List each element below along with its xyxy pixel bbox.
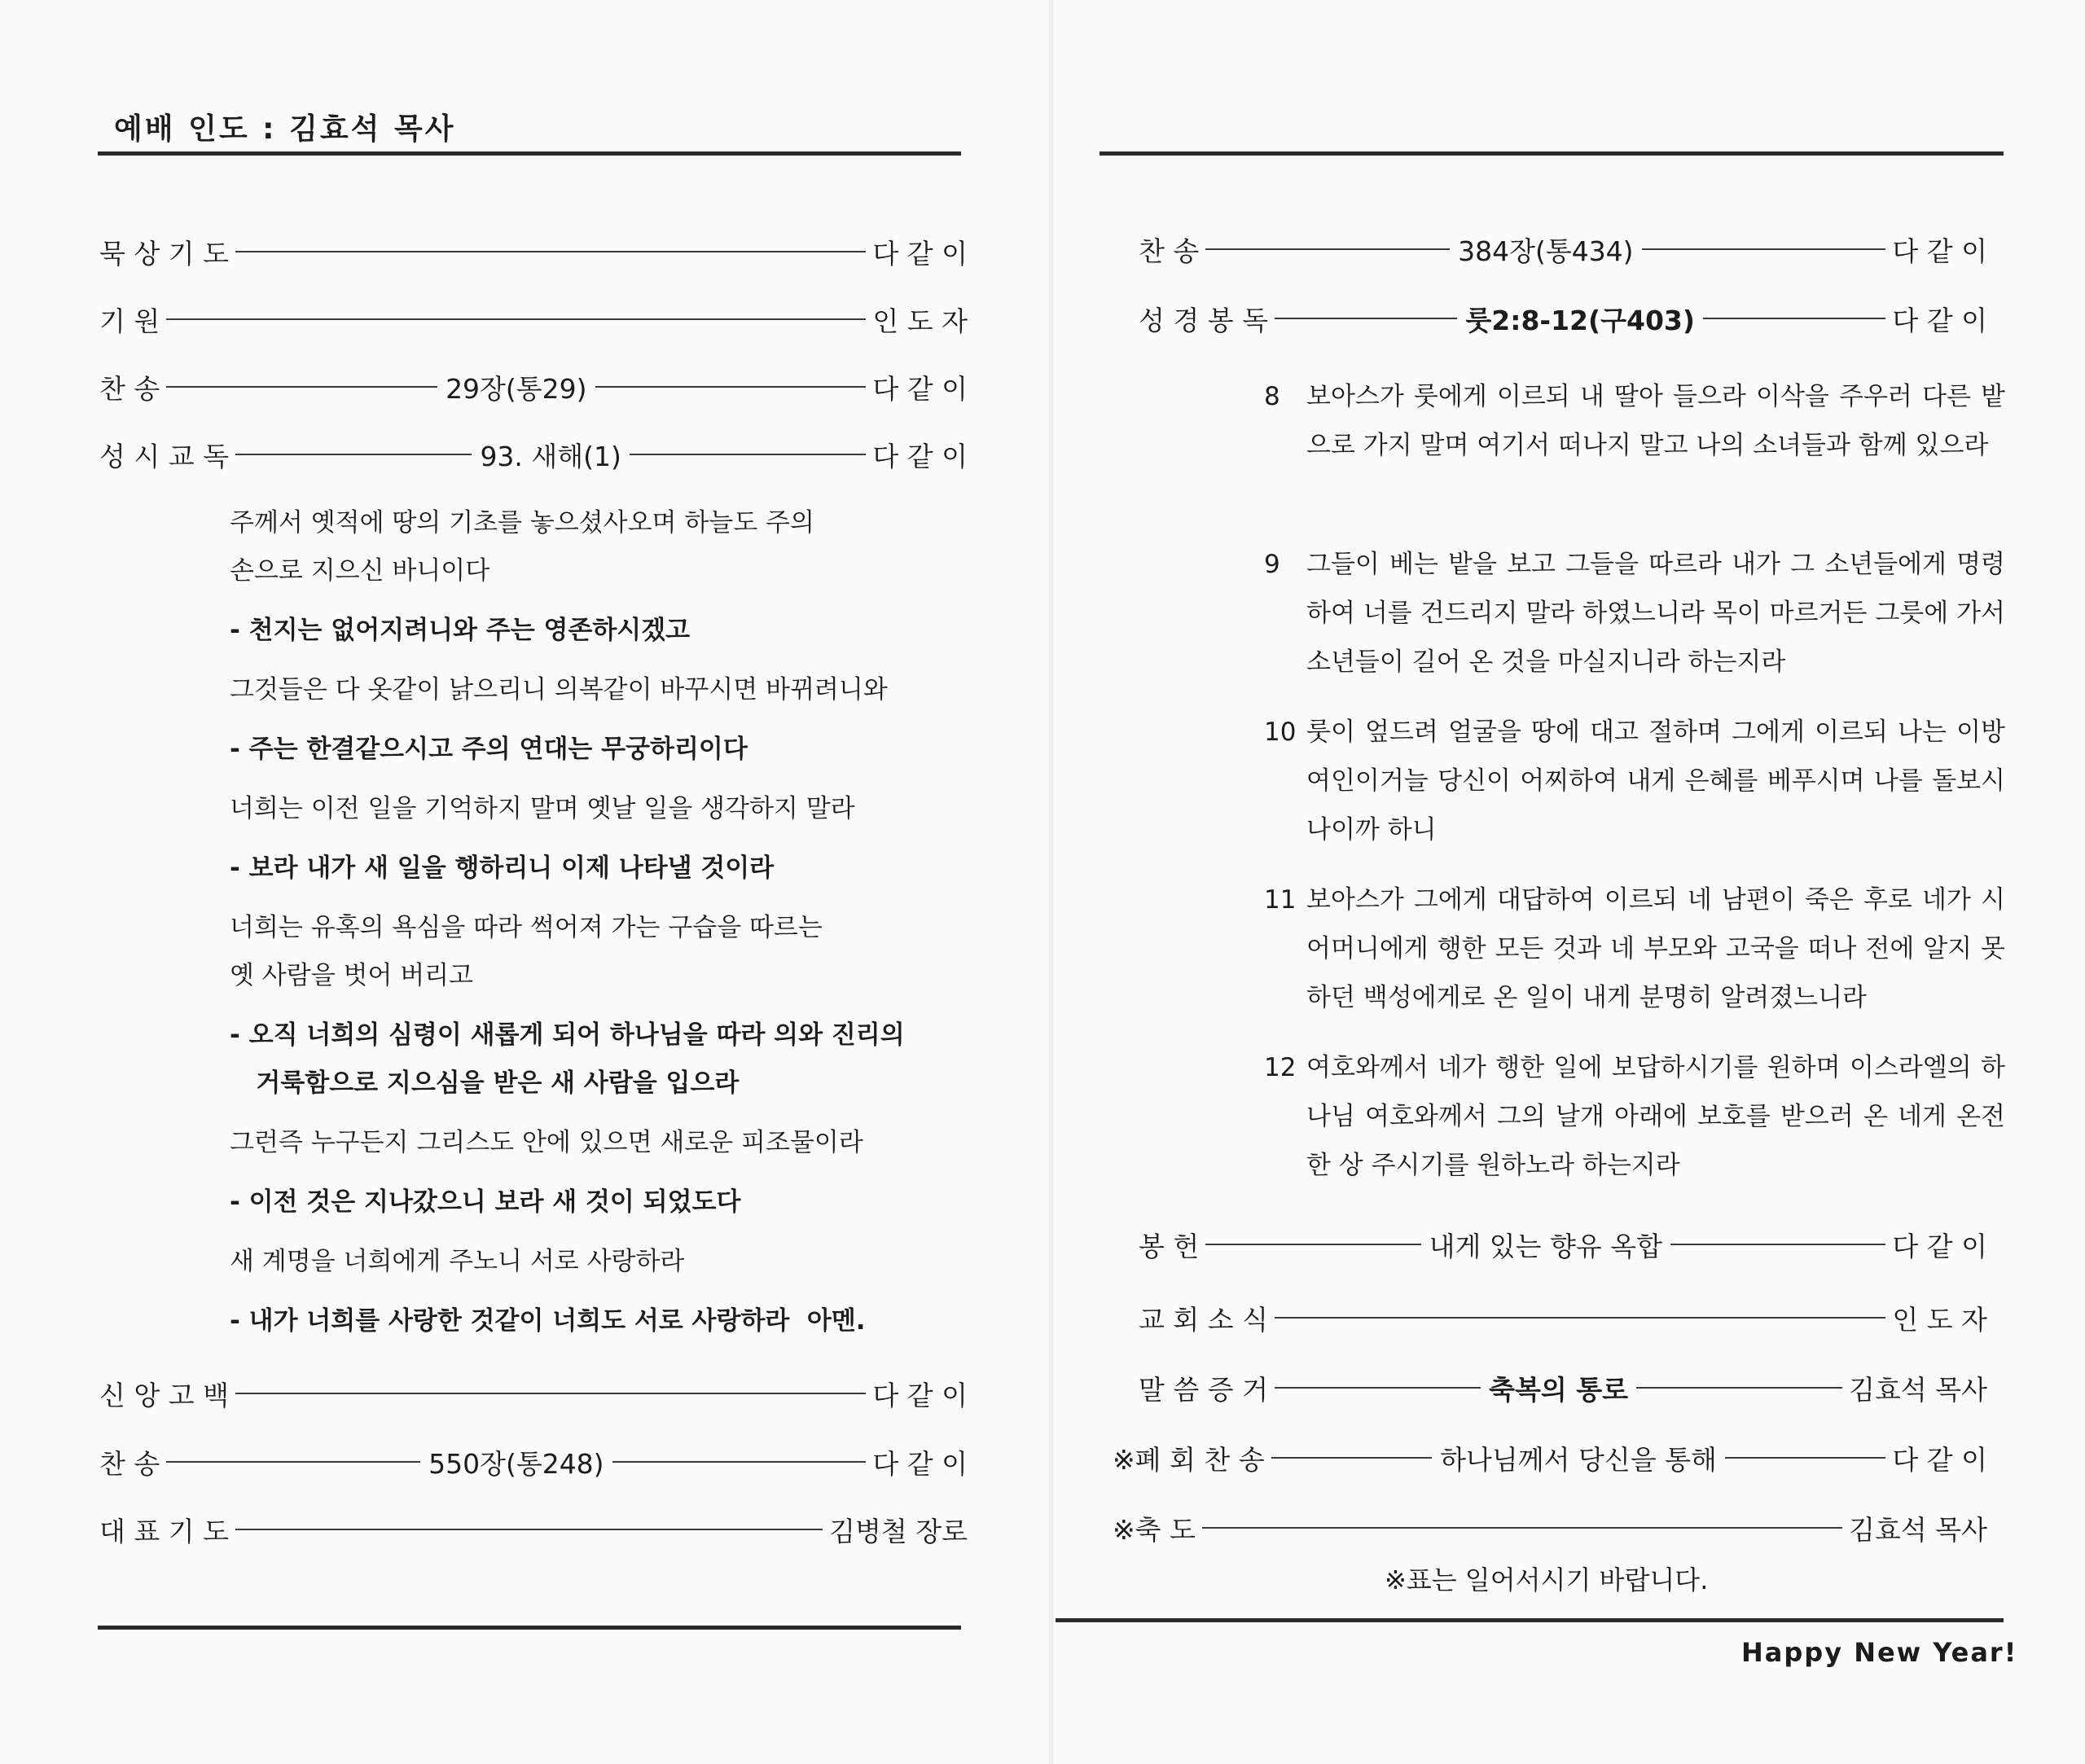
order-detail: 29장(통29): [446, 372, 587, 405]
footer-greeting: Happy New Year!: [1741, 1637, 2018, 1668]
leader-line: [166, 386, 437, 388]
leader-line: [166, 318, 866, 320]
order-item: [99, 432, 968, 477]
verse-text: 보아스가 룻에게 이르되 내 딸아 들으라 이삭을 주우러 다른 밭으로 가지 말며 여기서 떠나지 말고 나의 소녀들과 함께 있으라: [1306, 382, 2005, 460]
order-leader: 김효석 목사: [1849, 1513, 1987, 1546]
reading-line: 너희는 유혹의 욕심을 따라 썩어져 가는 구습을 따르는: [230, 913, 823, 942]
order-label: 신 앙 고 백: [99, 1379, 229, 1411]
leader-line: [1202, 1527, 1842, 1529]
order-detail: 550장(통248): [428, 1447, 604, 1480]
reading-line-response: - 오직 너희의 심령이 새롭게 되어 하나님을 따라 의와 진리의: [230, 1020, 905, 1050]
order-detail: 384장(통434): [1458, 235, 1634, 267]
verse-text: 여호와께서 네가 행한 일에 보답하시기를 원하며 이스라엘의 하나님 여호와께서 그의 날개 아래에 보호를 받으러 온 네게 온전한 상 주시기를 원하노라 하는지라: [1306, 1053, 2005, 1180]
verse-text: 그들이 베는 밭을 보고 그들을 따르라 내가 그 소년들에게 명령하여 너를 건드리지 말라 하였느니라 목이 마르거든 그릇에 가서 소년들이 길어 온 것을 마실지니라 하는지라: [1306, 550, 2005, 677]
reading-line-response: - 이전 것은 지나갔으니 보라 새 것이 되었도다: [230, 1187, 741, 1217]
order-leader: 다 같 이: [1892, 235, 1988, 267]
reading-line: 너희는 이전 일을 기억하지 말며 옛날 일을 생각하지 말라: [230, 794, 855, 823]
reading-line-response: 거룩함으로 지으심을 받은 새 사람을 입으라: [230, 1068, 740, 1098]
order-leader: 다 같 이: [1892, 1443, 1987, 1476]
order-leader: 다 같 이: [1892, 1230, 1987, 1262]
order-label: ※축 도: [1113, 1513, 1196, 1546]
order-item: [1139, 296, 1987, 341]
leader-line: [1271, 1457, 1432, 1459]
leader-line: [1205, 248, 1450, 250]
order-detail: 93. 새해(1): [480, 440, 621, 472]
order-leader: 다 같 이: [872, 1379, 968, 1411]
order-label: 묵 상 기 도: [99, 237, 229, 270]
verse-number: 8: [1264, 382, 1280, 411]
reading-line: 그런즉 누구든지 그리스도 안에 있으면 새로운 피조물이라: [230, 1128, 863, 1157]
verse-number: 9: [1264, 550, 1280, 579]
leader-line: [235, 251, 866, 252]
order-item: [1139, 1295, 1987, 1341]
leader-line: [630, 454, 866, 455]
verse-number: 10: [1264, 717, 1297, 747]
reading-line: 주께서 옛적에 땅의 기초를 놓으셨사오며 하늘도 주의: [230, 508, 814, 538]
verse-number: 11: [1264, 885, 1297, 915]
order-label: 교 회 소 식: [1139, 1303, 1268, 1336]
order-item: [1139, 226, 1987, 272]
order-label: 성 시 교 독: [99, 440, 229, 472]
leader-line: [235, 1529, 823, 1530]
reading-line-response: - 주는 한결같으시고 주의 연대는 무궁하리이다: [230, 735, 748, 764]
order-label: 기 원: [99, 305, 160, 337]
order-item: [99, 1371, 968, 1416]
order-leader: 김효석 목사: [1849, 1373, 1988, 1406]
order-label: 대 표 기 도: [99, 1515, 229, 1547]
order-label: 찬 송: [99, 372, 160, 405]
leader-line: [235, 454, 472, 455]
leader-line: [166, 1461, 420, 1463]
standing-note: ※표는 일어서시기 바랍니다.: [1385, 1564, 1709, 1595]
verse-text: 보아스가 그에게 대답하여 이르되 네 남편이 죽은 후로 네가 시어머니에게 행한 모든 것과 네 부모와 고국을 떠나 전에 알지 못하던 백성에게로 온 일이 내게 분명히 알려졌느니라: [1306, 885, 2005, 1012]
order-item: [99, 1439, 968, 1485]
order-item: [99, 364, 968, 410]
scripture-verse: [1264, 1043, 2005, 1190]
leader-line: [235, 1393, 866, 1394]
order-item: [1139, 1222, 1987, 1267]
order-item: [99, 1507, 968, 1552]
order-label: 찬 송: [1139, 235, 1200, 267]
order-label: 찬 송: [99, 1447, 160, 1480]
order-item: [1113, 1505, 1987, 1551]
reading-line: 새 계명을 너희에게 주노니 서로 사랑하라: [230, 1247, 685, 1276]
bottom-rule-left: [98, 1626, 961, 1630]
order-leader: 인 도 자: [872, 305, 968, 337]
reading-line: 옛 사람을 벗어 버리고: [230, 961, 474, 990]
reading-line: 그것들은 다 옷같이 낡으리니 의복같이 바꾸시면 바뀌려니와: [230, 675, 888, 704]
bottom-rule-right: [1056, 1618, 2004, 1622]
reading-line-response: - 내가 너희를 사랑한 것같이 너희도 서로 사랑하라 아멘.: [230, 1306, 866, 1336]
sermon-title: 축복의 통로: [1489, 1373, 1628, 1406]
order-leader: 다 같 이: [872, 372, 968, 405]
order-item: [99, 296, 968, 342]
leader-line: [1725, 1457, 1885, 1459]
order-leader: 인 도 자: [1892, 1303, 1987, 1336]
service-leader-header: 예배 인도 : 김효석 목사: [114, 112, 456, 146]
order-label: ※폐 회 찬 송: [1113, 1443, 1265, 1476]
leader-line: [1642, 248, 1886, 250]
scripture-verse: [1264, 540, 2005, 687]
leader-line: [1275, 1317, 1885, 1319]
order-item: [99, 229, 968, 274]
leader-line: [1275, 1387, 1481, 1389]
order-label: 말 씀 증 거: [1139, 1373, 1268, 1406]
order-item: [1139, 1365, 1987, 1411]
page-fold: [1049, 0, 1053, 1764]
reading-line: 손으로 지으신 바니이다: [230, 556, 490, 586]
scripture-reference: 룻2:8-12(구403): [1465, 304, 1695, 336]
leader-line: [1636, 1387, 1842, 1389]
order-leader: 다 같 이: [1892, 304, 1987, 336]
scripture-verse: [1264, 372, 2005, 470]
order-detail: 하나님께서 당신을 통해: [1440, 1443, 1717, 1476]
order-leader: 김병철 장로: [829, 1515, 968, 1547]
order-leader: 다 같 이: [872, 1447, 968, 1480]
order-detail: 내게 있는 향유 옥합: [1429, 1230, 1663, 1262]
order-leader: 다 같 이: [872, 440, 968, 472]
top-rule-right: [1100, 151, 2004, 156]
leader-line: [1703, 318, 1885, 319]
verse-number: 12: [1264, 1053, 1297, 1082]
reading-line-response: - 천지는 없어지려니와 주는 영존하시겠고: [230, 616, 691, 645]
order-label: 성 경 봉 독: [1139, 304, 1268, 336]
scripture-verse: [1264, 875, 2005, 1022]
responsive-reading: [230, 499, 963, 1345]
reading-line-response: - 보라 내가 새 일을 행하리니 이제 나타낼 것이라: [230, 853, 775, 883]
leader-line: [612, 1461, 867, 1463]
order-label: 봉 헌: [1139, 1230, 1200, 1262]
top-rule-left: [98, 151, 961, 156]
leader-line: [595, 386, 867, 388]
leader-line: [1670, 1244, 1885, 1245]
order-item: [1113, 1435, 1987, 1481]
leader-line: [1205, 1244, 1420, 1245]
verse-text: 룻이 엎드려 얼굴을 땅에 대고 절하며 그에게 이르되 나는 이방 여인이거늘 당신이 어찌하여 내게 은혜를 베푸시며 나를 돌보시나이까 하니: [1306, 717, 2005, 845]
order-leader: 다 같 이: [872, 237, 968, 270]
leader-line: [1275, 318, 1457, 319]
scripture-verse: [1264, 708, 2005, 854]
